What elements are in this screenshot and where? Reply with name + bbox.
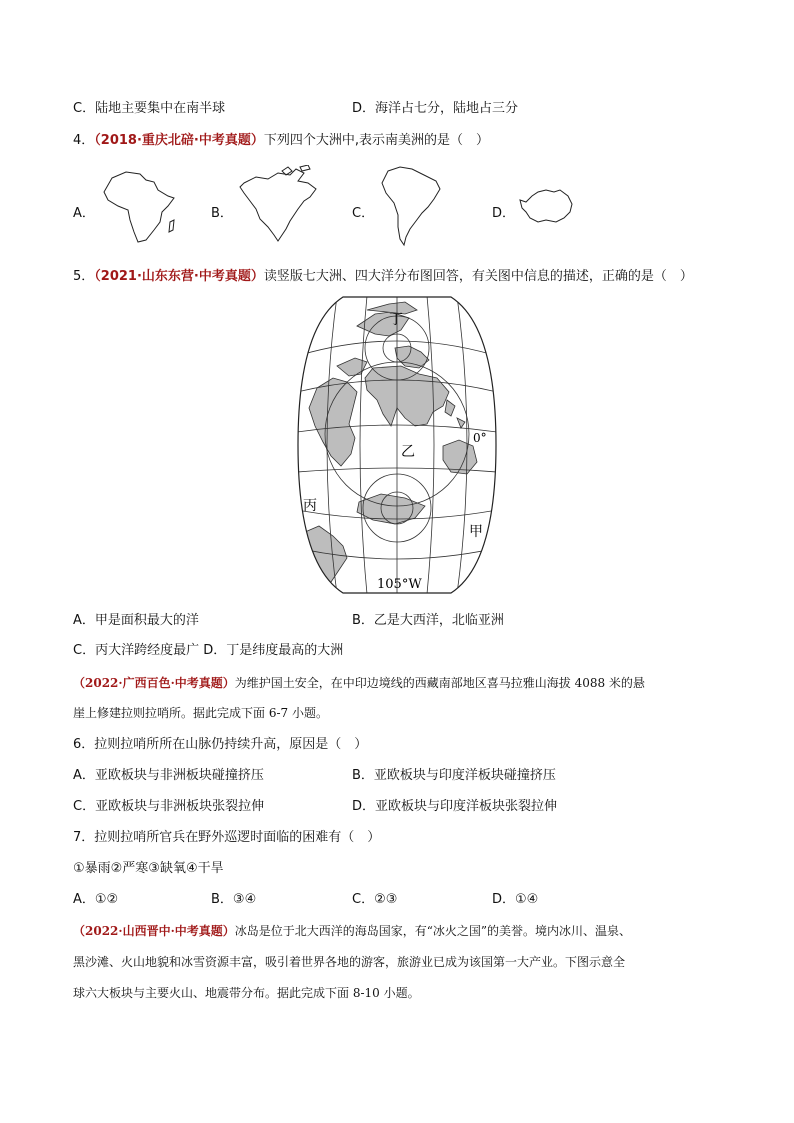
passage2-line1-text: 冰岛是位于北大西洋的海岛国家，有“冰火之国”的美誉。境内冰川、温泉、 — [234, 924, 632, 938]
vertical-world-map — [297, 296, 497, 594]
q7-option-c[interactable]: C．②③ — [352, 892, 398, 907]
q3-option-d[interactable]: D．海洋占七分，陆地占三分 — [352, 101, 519, 116]
q6-option-d[interactable]: D．亚欧板块与印度洋板块张裂拉伸 — [352, 799, 558, 814]
passage2-line1 — [73, 922, 631, 940]
map-label-meridian: 105°W — [377, 577, 422, 592]
passage2-source: （2022·山西晋中·中考真题） — [73, 924, 235, 938]
q4-number: 4． — [73, 133, 95, 148]
q3-option-c[interactable]: C．陆地主要集中在南半球 — [73, 101, 226, 116]
north-america-map-icon — [238, 165, 324, 245]
south-america-map-icon — [378, 165, 444, 247]
q7-items: ①暴雨②严寒③缺氧④干旱 — [73, 861, 224, 876]
map-label-equator: 0° — [473, 431, 487, 445]
q4-option-c[interactable]: C． — [352, 206, 375, 221]
q5-number: 5． — [73, 269, 95, 284]
q7-option-d[interactable]: D．①④ — [492, 892, 539, 907]
passage2-line3: 球六大板块与主要火山、地震带分布。据此完成下面 8-10 小题。 — [73, 986, 420, 1000]
q6-option-c[interactable]: C．亚欧板块与非洲板块张裂拉伸 — [73, 799, 265, 814]
q4-option-d[interactable]: D． — [492, 206, 516, 221]
passage1-line2: 崖上修建拉则拉哨所。据此完成下面 6-7 小题。 — [73, 706, 328, 720]
q6-option-b[interactable]: B．亚欧板块与印度洋板块碰撞挤压 — [352, 768, 556, 783]
passage1-line1-text: 为维护国土安全，在中印边境线的西藏南部地区喜马拉雅山海拔 4088 米的悬 — [234, 676, 645, 690]
map-label-jia: 甲 — [469, 524, 483, 540]
q7-option-b[interactable]: B．③④ — [211, 892, 257, 907]
q5-source: （2021·山东东营·中考真题） — [94, 269, 264, 284]
q5-option-b[interactable]: B．乙是大西洋，北临亚洲 — [352, 613, 504, 628]
q7-option-a[interactable]: A．①② — [73, 892, 119, 907]
q4-stem — [73, 132, 489, 150]
q5-option-cd[interactable]: C．丙大洋跨经度最广 D．丁是纬度最高的大洲 — [73, 643, 344, 658]
passage1-source: （2022·广西百色·中考真题） — [73, 676, 235, 690]
q4-source: （2018·重庆北碚·中考真题） — [94, 133, 264, 148]
q7-stem: 7．拉则拉哨所官兵在野外巡逻时面临的困难有（ ） — [73, 830, 381, 845]
passage2-line2: 黑沙滩、火山地貌和冰雪资源丰富，吸引着世界各地的游客，旅游业已成为该国第一大产业。下图示意全 — [73, 955, 626, 969]
antarctica-map-icon — [516, 186, 576, 226]
q5-option-a[interactable]: A．甲是面积最大的洋 — [73, 613, 199, 628]
passage1-line1 — [73, 674, 645, 692]
map-label-yi: 乙 — [401, 444, 415, 460]
q4-stem-text: 下列四个大洲中,表示南美洲的是（ ） — [263, 133, 489, 148]
q6-stem: 6．拉则拉哨所所在山脉仍持续升高，原因是（ ） — [73, 737, 368, 752]
q6-option-a[interactable]: A．亚欧板块与非洲板块碰撞挤压 — [73, 768, 264, 783]
q5-stem — [73, 268, 693, 286]
q4-option-b[interactable]: B． — [211, 206, 233, 221]
q5-stem-text: 读竖版七大洲、四大洋分布图回答，有关图中信息的描述，正确的是（ ） — [263, 269, 693, 284]
africa-map-icon — [100, 168, 180, 246]
q4-option-a[interactable]: A． — [73, 206, 95, 221]
map-label-ding: 丁 — [389, 312, 403, 328]
map-label-bing: 丙 — [303, 498, 317, 514]
